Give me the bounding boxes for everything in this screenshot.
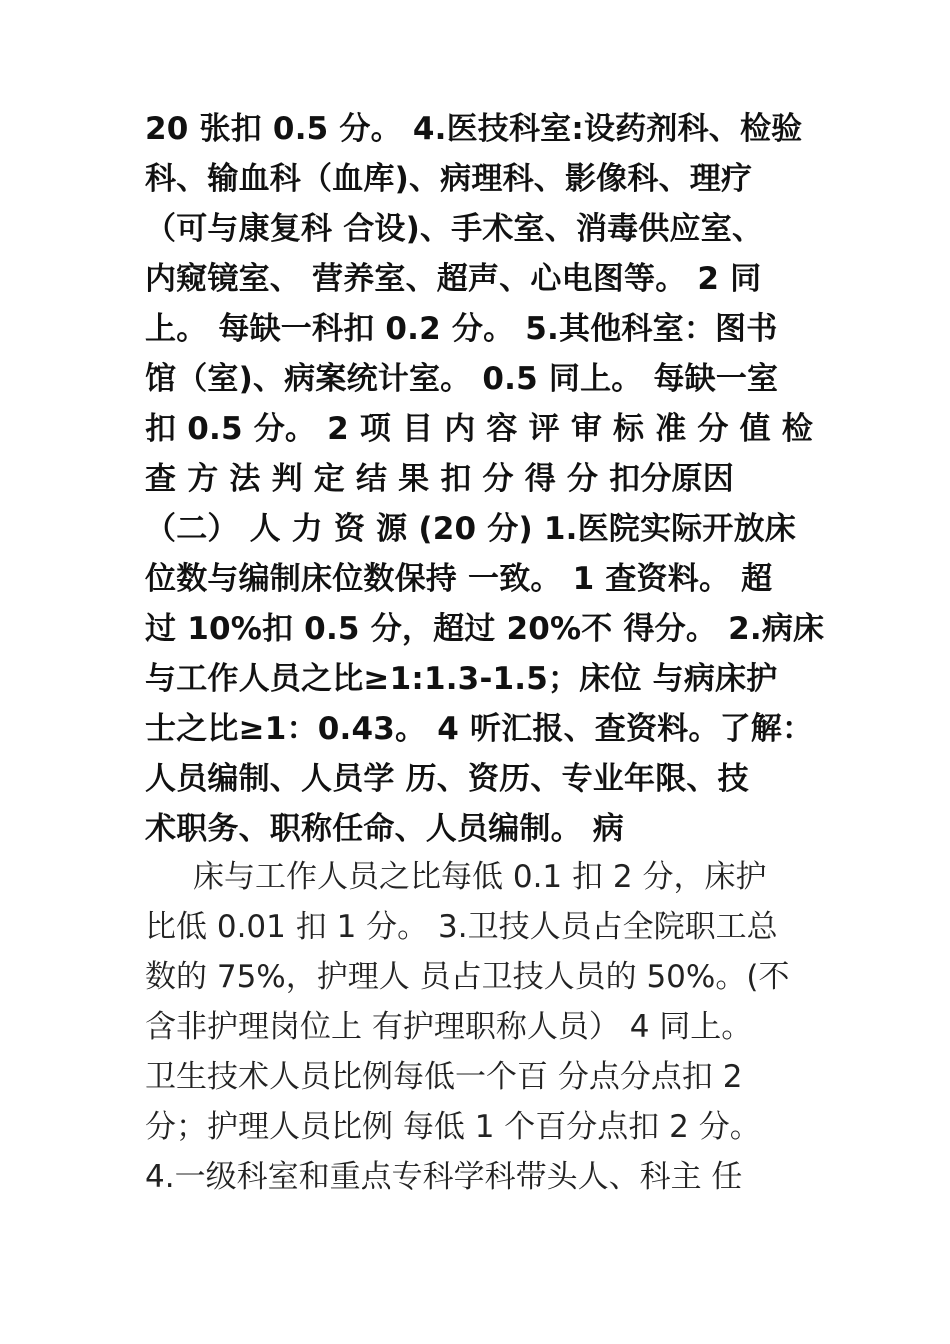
- text-line: 分；护理人员比例 每低 1 个百分点扣 2 分。: [145, 1109, 761, 1145]
- text-line: 上。 每缺一科扣 0.2 分。 5.其他科室：图书: [145, 311, 778, 347]
- text-line: 含非护理岗位上 有护理职称人员） 4 同上。: [145, 1009, 753, 1045]
- text-line: （可与康复科 合设)、手术室、消毒供应室、: [145, 211, 764, 247]
- normal-paragraph: [145, 852, 845, 1202]
- text-line: 科、输血科（血库)、病理科、影像科、理疗: [145, 161, 753, 197]
- text-line: 位数与编制床位数保持 一致。 1 查资料。 超: [145, 561, 773, 597]
- text-line: 4.一级科室和重点专科学科带头人、科主 任: [145, 1159, 743, 1195]
- text-line: 人员编制、人员学 历、资历、专业年限、技: [145, 761, 749, 797]
- text-line: 查 方 法 判 定 结 果 扣 分 得 分 扣分原因: [145, 461, 734, 497]
- text-line: 20 张扣 0.5 分。 4.医技科室:设药剂科、检验: [145, 111, 803, 147]
- text-line: 术职务、职称任命、人员编制。 病: [145, 811, 624, 847]
- text-line: 数的 75%，护理人 员占卫技人员的 50%。(不: [145, 959, 790, 995]
- text-line: 床与工作人员之比每低 0.1 扣 2 分，床护: [193, 859, 767, 895]
- text-line: 卫生技术人员比例每低一个百 分点分点扣 2: [145, 1059, 743, 1095]
- text-line: 过 10%扣 0.5 分，超过 20%不 得分。 2.病床: [145, 611, 825, 647]
- text-line: 与工作人员之比≥1:1.3-1.5；床位 与病床护: [145, 661, 778, 697]
- text-line: 比低 0.01 扣 1 分。 3.卫技人员占全院职工总: [145, 909, 778, 945]
- text-line: 扣 0.5 分。 2 项 目 内 容 评 审 标 准 分 值 检: [145, 411, 813, 447]
- text-line: 士之比≥1：0.43。 4 听汇报、查资料。了解：: [145, 711, 814, 747]
- text-line: 馆（室)、病案统计室。 0.5 同上。 每缺一室: [145, 361, 779, 397]
- bold-paragraph: [145, 104, 845, 854]
- text-line: （二） 人 力 资 源 (20 分) 1.医院实际开放床: [145, 511, 796, 547]
- text-line: 内窥镜室、 营养室、超声、心电图等。 2 同: [145, 261, 762, 297]
